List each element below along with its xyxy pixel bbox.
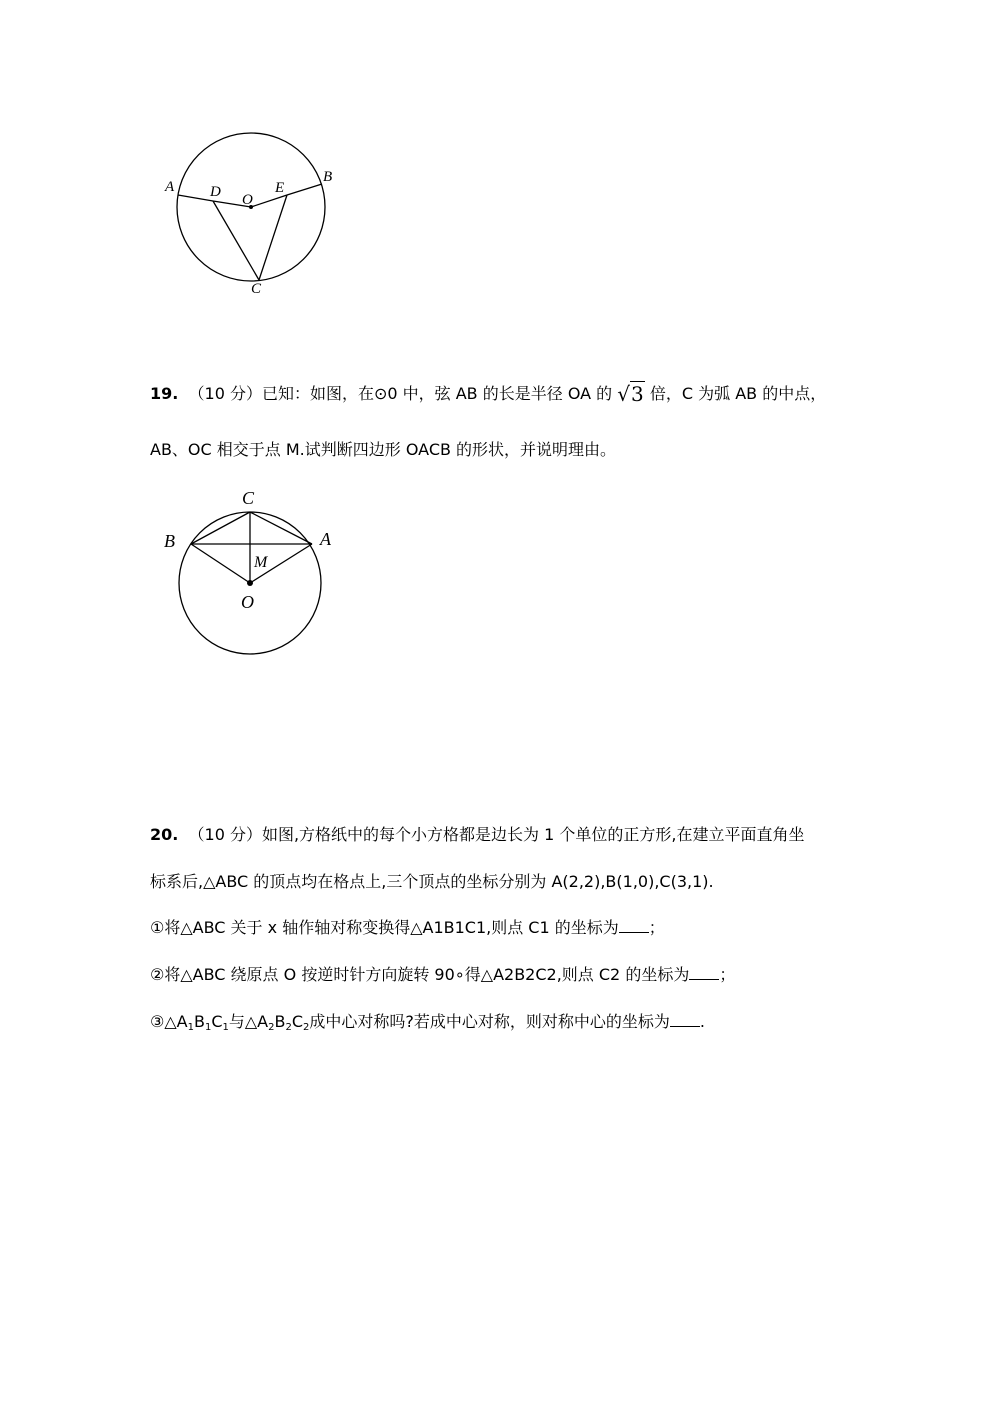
q19-text-pre: （10 分）已知：如图，在⊙0 中，弦 AB 的长是半径 OA 的	[188, 384, 613, 403]
subscript: 2	[268, 1022, 275, 1033]
answer-blank-3[interactable]	[670, 1012, 700, 1027]
point-o	[247, 580, 253, 586]
q20-part1-text: ①将△ABC 关于 x 轴作轴对称变换得△A1B1C1,则点 C1 的坐标为	[150, 918, 619, 937]
subscript: 1	[222, 1022, 229, 1033]
q20-part3	[150, 1012, 705, 1032]
q20-part3-text-e: B	[274, 1012, 286, 1031]
segment-ad	[178, 195, 213, 201]
segment-bo	[191, 544, 250, 583]
label-a: A	[165, 179, 175, 195]
q20-part2	[150, 965, 735, 985]
q20-part3-end: .	[699, 1012, 706, 1031]
q19-text-post: 倍，C 为弧 AB 的中点，	[649, 384, 827, 403]
segment-oe	[251, 195, 287, 207]
subscript: 2	[303, 1022, 310, 1033]
segment-dc	[213, 201, 259, 280]
sqrt-symbol: √3	[617, 382, 644, 406]
figure-q18-circle-diagram	[160, 125, 340, 300]
q20-number: 20.	[150, 825, 179, 844]
q20-line2: 标系后,△ABC 的顶点均在格点上,三个顶点的坐标分别为 A(2,2),B(1,0),C(3,1).	[150, 872, 714, 891]
q20-line1	[150, 825, 805, 845]
q19-number: 19.	[150, 384, 179, 403]
subscript: 1	[204, 1022, 212, 1033]
segment-ec	[259, 195, 287, 280]
label-o: O	[242, 192, 253, 208]
q20-part3-text-a: ③△A	[150, 1012, 188, 1031]
q19-line1	[150, 384, 826, 404]
q20-part3-text-f: C	[291, 1012, 304, 1031]
label-c: C	[242, 488, 255, 508]
q20-part2-end: ；	[719, 965, 736, 984]
segment-ca	[250, 512, 312, 544]
label-a: A	[320, 529, 331, 549]
answer-blank-1[interactable]	[619, 918, 649, 933]
q20-part3-text-c: C	[211, 1012, 223, 1031]
label-b: B	[323, 169, 333, 185]
q20-text-line1: （10 分）如图,方格纸中的每个小方格都是边长为 1 个单位的正方形,在建立平面直角坐	[188, 825, 805, 844]
segment-eb	[287, 184, 322, 195]
q20-part1	[150, 918, 665, 938]
segment-bc	[191, 512, 250, 544]
q20-part3-text-d: 与△A	[228, 1012, 269, 1031]
q20-part3-text-b: B	[193, 1012, 205, 1031]
q20-part2-text: ②将△ABC 绕原点 O 按逆时针方向旋转 90∘得△A2B2C2,则点 C2 的坐标为	[150, 965, 690, 984]
label-c: C	[251, 281, 262, 297]
sqrt-radicand: 3	[631, 382, 644, 406]
q19-line2: AB、OC 相交于点 M.试判断四边形 OACB 的形状，并说明理由。	[150, 440, 617, 459]
q20-part1-end: ；	[648, 918, 665, 937]
subscript: 2	[285, 1022, 292, 1033]
figure-q19-circle-diagram	[160, 485, 345, 660]
answer-blank-2[interactable]	[689, 965, 719, 980]
q20-part3-text-g: 成中心对称吗?若成中心对称，则对称中心的坐标为	[309, 1012, 670, 1031]
label-b: B	[164, 531, 175, 551]
label-o: O	[241, 592, 254, 612]
label-d: D	[210, 184, 221, 200]
subscript: 1	[187, 1022, 194, 1033]
label-m: M	[254, 554, 268, 571]
label-e: E	[275, 180, 285, 196]
